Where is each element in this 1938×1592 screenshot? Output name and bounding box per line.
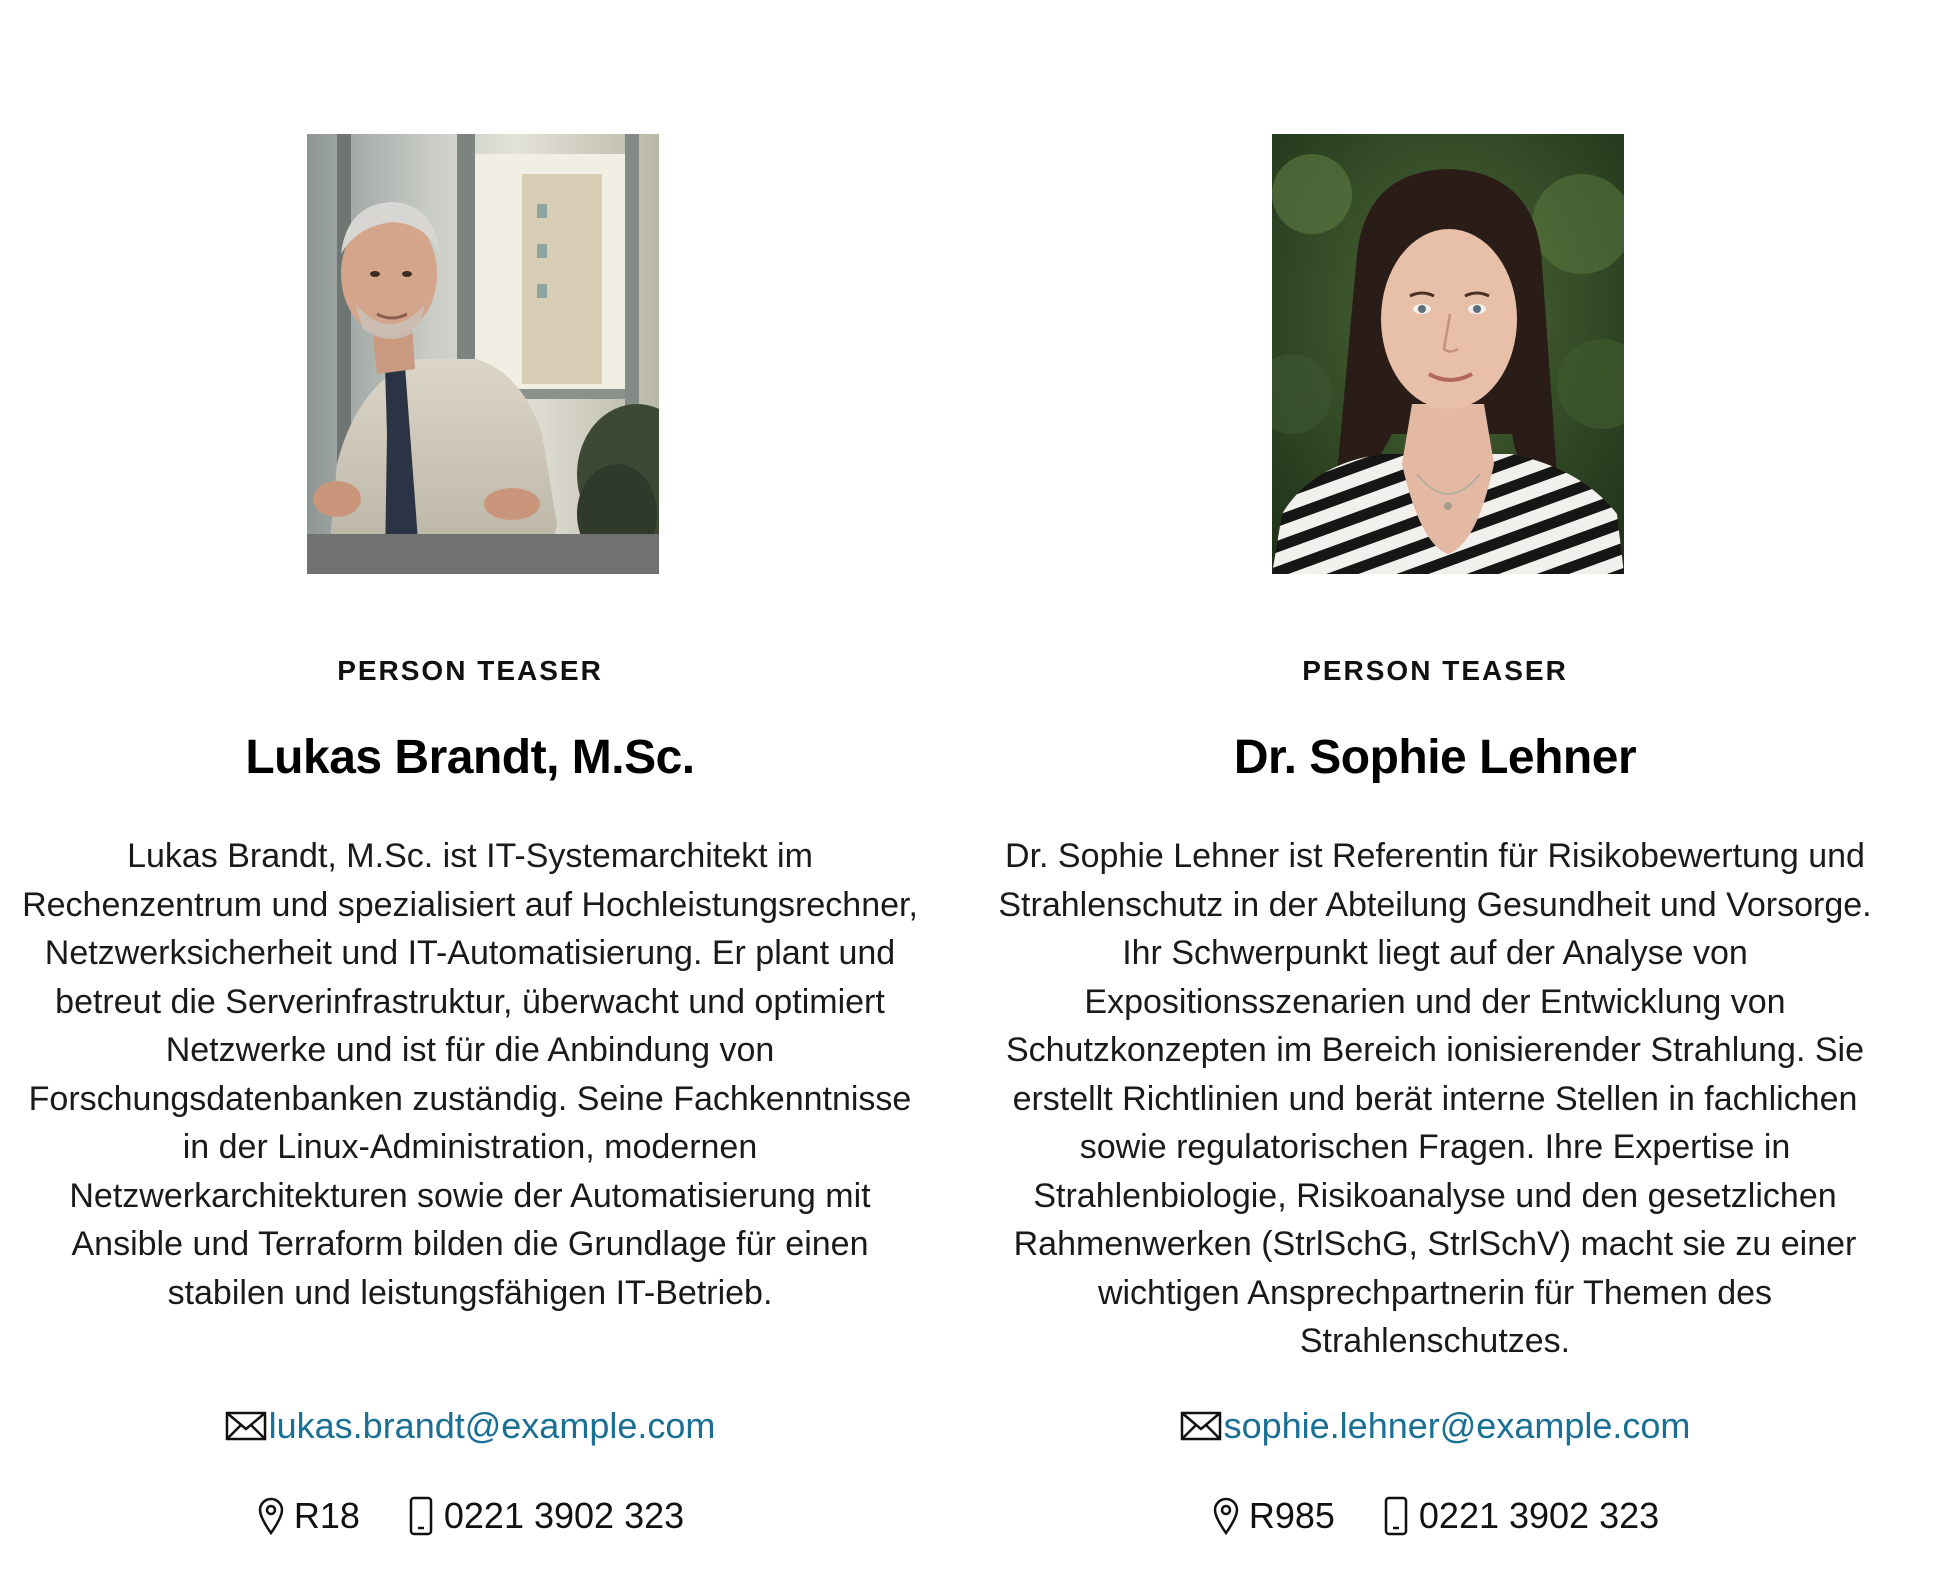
person-bio: Lukas Brandt, M.Sc. ist IT-Systemarchitekt im Rechenzentrum und spezialisiert auf Hochleistungsrechner, Netzwerksicherheit und IT-Automatisierung. Er plant und betreut die Serverinfrastruktur, überwacht und optimiert Netzwerke und ist für die Anbindung von Forschungsdatenbanken zuständig. Seine Fachkenntnisse in der Linux-Administration, modernen Netzwerkarchitekturen sowie der Automatisierung mit Ansible und Terraform bilden die Grundlage für einen stabilen und leistungsfähigen IT-Betrieb.: [22, 837, 918, 1312]
person-card-lukas-brandt: [0, 0, 940, 1592]
person-eyebrow: PERSON TEASER: [1302, 655, 1568, 686]
person-photo: [307, 134, 659, 574]
person-eyebrow: PERSON TEASER: [337, 655, 603, 686]
person-meta-row: [965, 1494, 1905, 1538]
person-name: Lukas Brandt, M.Sc.: [245, 731, 695, 784]
person-phone-label: 0221 3902 323: [443, 1495, 685, 1536]
person-photo-image: [307, 134, 659, 574]
envelope-icon: [225, 1410, 267, 1442]
person-room-label: R985: [1248, 1495, 1335, 1536]
person-room: [256, 1494, 360, 1538]
person-phone: [1383, 1494, 1659, 1538]
mobile-phone-icon: [408, 1496, 434, 1536]
person-bio: Dr. Sophie Lehner ist Referentin für Risikobewertung und Strahlenschutz in der Abteilung Gesundheit und Vorsorge. Ihr Schwerpunkt liegt auf der Analyse von Expositionsszenarien und der Entwicklung von Schutzkonzepten im Bereich ionisierender Strahlung. Sie erstellt Richtlinien und berät interne Stellen in fachlichen sowie regulatorischen Fragen. Ihre Expertise in Strahlenbiologie, Risikoanalyse und den gesetzlichen Rahmenwerken (StrlSchG, StrlSchV) macht sie zu einer wichtigen Ansprechpartnerin für Themen des Strahlenschutzes.: [998, 837, 1872, 1360]
person-card-sophie-lehner: [965, 0, 1905, 1592]
envelope-icon: [1180, 1410, 1222, 1442]
person-room-label: R18: [293, 1495, 360, 1536]
person-meta-row: [0, 1494, 940, 1538]
person-name: Dr. Sophie Lehner: [1233, 731, 1637, 784]
person-email-link[interactable]: lukas.brandt@example.com: [268, 1405, 716, 1446]
mobile-phone-icon: [1383, 1496, 1409, 1536]
map-pin-icon: [1211, 1496, 1241, 1536]
map-pin-icon: [256, 1496, 286, 1536]
person-phone-label: 0221 3902 323: [1418, 1495, 1660, 1536]
person-email-row: [0, 1404, 940, 1448]
person-photo-image: [1272, 134, 1624, 574]
person-email-row: [965, 1404, 1905, 1448]
person-email-link[interactable]: sophie.lehner@example.com: [1223, 1405, 1691, 1446]
person-room: [1211, 1494, 1335, 1538]
person-photo: [1272, 134, 1624, 574]
person-phone: [408, 1494, 684, 1538]
